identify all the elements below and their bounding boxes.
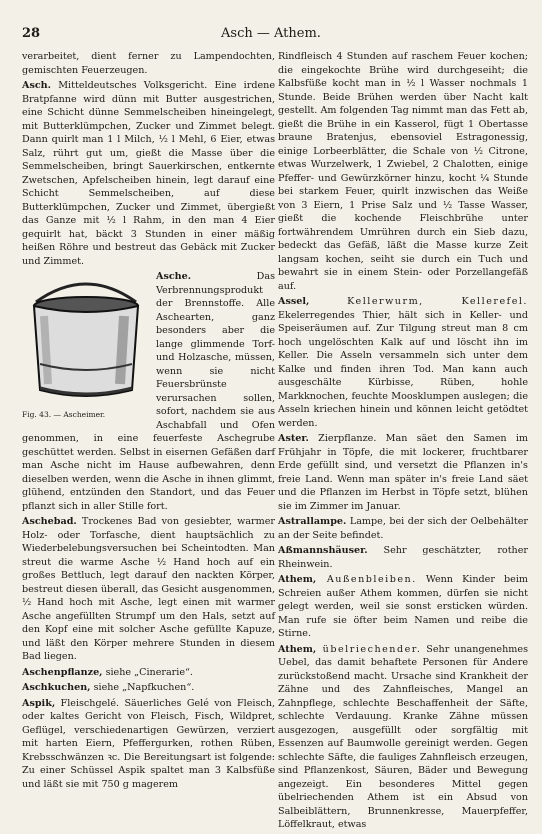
dictionary-entry (22, 79, 275, 268)
entry-text: siehe „Cinerarie“. (102, 666, 193, 678)
dictionary-entry (22, 270, 275, 513)
dictionary-entry (278, 544, 528, 571)
entry-text: Das Verbrennungsprodukt der Brennstoffe. Alle Aschearten, ganz besonders aber die lange glimmende Torf- und Holzasche, müssen, wenn sie nicht Feuersbrünste verursachen sollen, sofort, nachdem sie aus Aschabfall und Ofen genommen, in eine feuerfeste Aschegrube geschüttet werden. Selbst in eisernen Gefäßen darf man Asche nicht im Hause aufbewahren, denn dieselben werden, wenn die Asche in ihnen glimmt, glühend, entzünden den Standort, und das Feuer pflanzt sich in aller Stille fort. (22, 271, 275, 512)
dictionary-entry (22, 681, 275, 695)
entry-headword: Aschkuchen, (22, 682, 91, 693)
entry-headword: Aschenpflanze, (22, 666, 103, 678)
ash-bucket-illustration (22, 272, 150, 422)
dictionary-entry (278, 432, 528, 513)
right-column (278, 50, 528, 834)
entry-text: Ekelerregendes Thier, hält sich in Keller- und Speiseräumen auf. Zur Tilgung streut man 8 cm hoch ungelöschten Kalk auf und löscht ihn im Keller. Die Asseln versammeln sich unter dem Kalke und finden ihren Tod. Man kann auch ausgeschälte Kürbisse, Rüben, hohle Markknochen, feuchte Moosklumpen auslegen; die Asseln kriechen hinein und können leicht getödtet werden. (278, 309, 528, 429)
entry-text: Fleischgelé. Säuerliches Gelé von Fleisch, oder kaltes Gericht von Fleisch, Fisch, Wildpret, Geflügel, verschiedenartigen Gewürzen, verziert mit harten Eiern, Pfeffergurken, rothen Rüben, Krebsschwänzen ꝛc. Die Bereitungsart ist folgende: Zu einer Schüssel Aspik spaltet man 3 Kalbsfüße und läßt sie mit 750 g magerem (22, 697, 275, 790)
entry-headword: Aßmannshäuser. (278, 545, 368, 556)
left-column (22, 50, 275, 793)
entry-headword: Asche. (156, 271, 192, 282)
entry-text: Zierpflanze. Man säet den Samen im Frühjahr in Töpfe, die mit lockerer, fruchtbarer Erde gefüllt sind, und versetzt die Pflanzen in's freie Land. Wenn man später in's freie Land säet und die Pflanzen im Herbst in Töpfe setzt, blühen sie im Zimmer im Januar. (278, 433, 528, 512)
page-header (22, 26, 520, 46)
entry-headword: Athem, (278, 574, 317, 585)
entry-headword: Asch. (22, 80, 52, 91)
entry-subhead: Kellerwurm, Kellerefel. (309, 296, 528, 307)
running-title: Asch — Athem. (221, 26, 321, 41)
entry-text: Mitteldeutsches Volksgericht. Eine irdene Bratpfanne wird dünn mit Butter ausgestrichen, eine Schicht dünne Semmelscheiben hineingelegt, mit Butterklümpchen, Zucker und Zimmet belegt. Dann quirlt man 1 l Milch, ½ l Mehl, 6 Eier, etwas Salz, rührt gut um, gießt die Masse über die Semmelscheiben, bringt Sauerkirschen, entkernte Zwetschen, Apfelscheiben hinein, legt darauf eine Schicht Semmelscheiben, auf diese Butterklümpchen, Zucker und Zimmet, übergießt das Ganze mit ½ l Rahm, in den man 4 Eier gequirlt hat, bäckt 3 Stunden in einer mäßig heißen Röhre und bestreut das Gebäck mit Zucker und Zimmet. (22, 80, 275, 267)
ash-bucket-icon (22, 272, 150, 406)
entry-text: Lampe, bei der sich der Oelbehälter an der Seite befindet. (278, 516, 528, 541)
entry-text: Wenn Kinder beim Schreien außer Athem kommen, dürfen sie nicht gelegt werden, weil sie sonst ersticken würden. Man rufe sie öfter beim Namen und reibe die Stirne. (278, 574, 528, 639)
dictionary-entry (278, 643, 528, 832)
dictionary-entry (278, 515, 528, 542)
dictionary-entry (22, 515, 275, 664)
entry-text: Trockenes Bad von gesiebter, warmer Holz- oder Torfasche, dient hauptsächlich zu Wiederbelebungsversuchen bei Scheintodten. Man streut die warme Asche ½ Hand hoch auf ein großes Bettluch, legt darauf den nackten Körper, bestreut diesen überall, das Gesicht ausgenommen, ½ Hand hoch mit Asche, legt einen mit warmer Asche angefüllten Strumpf um den Hals, setzt auf den Kopf eine mit solcher Asche gefüllte Kapuze, und läßt den Körper mehrere Stunden in diesem Bad liegen. (22, 516, 275, 662)
entry-text: Rindfleisch 4 Stunden auf raschem Feuer kochen; die eingekochte Brühe wird durchgeseiht; die Kalbsfüße kocht man in ½ l Wasser nochmals 1 Stunde. Beide Brühen werden über Nacht kalt gestellt. Am folgenden Tag nimmt man das Fett ab, gießt die Brühe in ein Kasserol, fügt 1 Obertasse braune Bratenjus, ebensoviel Estragonessig, einige Lorbeerblätter, die Schale von ½ Citrone, etwas Wurzelwerk, 1 Zwiebel, 2 Chalotten, einige Pfeffer- und Gewürzkörner hinzu, kocht ¼ Stunde bei starkem Feuer, quirlt inzwischen das Weiße von 3 Eiern, 1 Prise Salz und ½ Tasse Wasser, gießt die kochende Fleischbrühe unter fortwährendem Umrühren durch ein Sieb dazu, bedeckt das Gefäß, läßt die Masse kurze Zeit langsam kochen, seiht sie durch ein Tuch und bewahrt sie in einem Stein- oder Porzellangefäß auf. (278, 51, 528, 292)
entry-subhead: übelriechender. (316, 643, 422, 655)
page-number: 28 (22, 26, 41, 41)
entry-headword: Athem, (278, 643, 317, 655)
dictionary-entry (22, 697, 275, 792)
entry-text: siehe „Napfkuchen“. (90, 682, 195, 693)
entry-headword: Astrallampe. (278, 516, 347, 527)
dictionary-entry (22, 50, 275, 77)
entry-headword: Aschebad. (22, 516, 77, 527)
entry-text: verarbeitet, dient ferner zu Lampendochten, gemischten Feuerzeugen. (22, 51, 275, 76)
dictionary-entry (278, 573, 528, 641)
entry-headword: Aspik, (22, 697, 56, 709)
entry-headword: Aster. (278, 433, 309, 444)
entry-subhead: Außenbleiben. (316, 574, 417, 585)
entry-text: Sehr unangenehmes Uebel, das damit behaftete Personen für Andere zurückstoßend macht. Ursache sind Krankheit der Zähne und des Zahnfleisches, Mangel an Zahnpflege, schlechte Beschaffenheit der Säfte, schlechte Verdauung. Kranke Zähne müssen ausgezogen, ausgefüllt oder sorgfältig mit Essenzen auf Baumwolle gereinigt werden. Gegen schlechte Säfte, die fauliges Zahnfleisch erzeugen, sind Pflanzenkost, Säuren, Bäder und Bewegung angezeigt. Ein besonderes Mittel gegen übelriechenden Athem ist ein Absud von Salbeiblättern, Brunnenkresse, Mauerpfeffer, Löffelkraut, etwas (278, 643, 528, 830)
dictionary-entry (278, 50, 528, 293)
figure-caption: Fig. 43. — Ascheimer. (22, 410, 106, 419)
entry-text: Sehr geschätzter, rother Rheinwein. (278, 545, 528, 570)
dictionary-entry (22, 666, 275, 680)
entry-headword: Assel, (278, 296, 310, 307)
dictionary-entry (278, 295, 528, 430)
